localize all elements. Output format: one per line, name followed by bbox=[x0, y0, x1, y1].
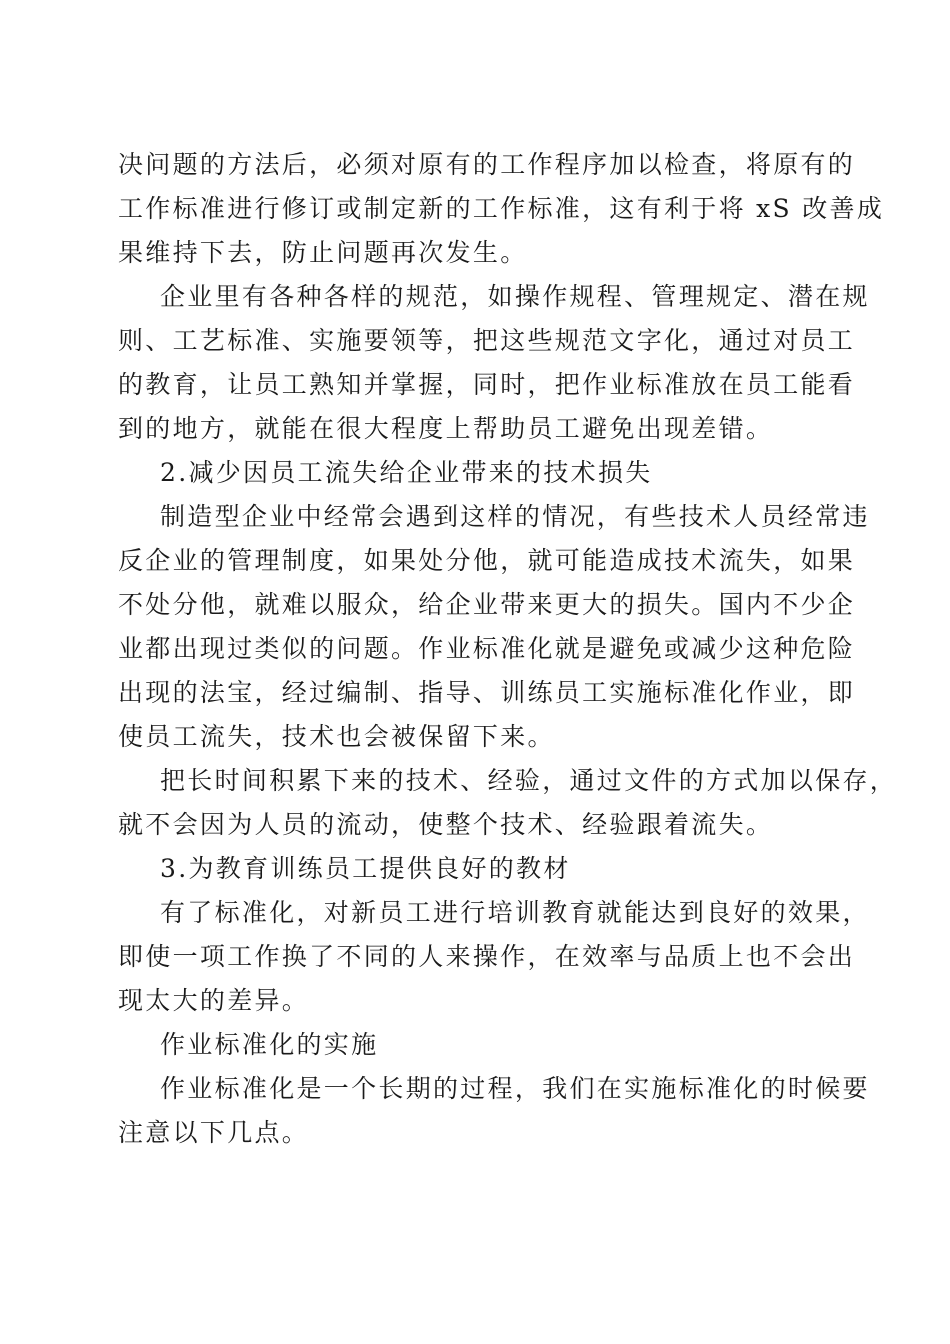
text-line: 使员工流失，技术也会被保留下来。 bbox=[118, 722, 555, 751]
text-line: 则、工艺标准、实施要领等，把这些规范文字化，通过对员工 bbox=[118, 326, 856, 355]
text-line: 有了标准化，对新员工进行培训教育就能达到良好的效果， bbox=[160, 898, 870, 927]
text-line: 反企业的管理制度，如果处分他，就可能造成技术流失，如果 bbox=[118, 546, 856, 575]
text-line: 业都出现过类似的问题。作业标准化就是避免或减少这种危险 bbox=[118, 634, 856, 663]
text-line: 现太大的差异。 bbox=[118, 986, 310, 1015]
text-line: 决问题的方法后，必须对原有的工作程序加以检查，将原有的 bbox=[118, 150, 856, 179]
text-line: 注意以下几点。 bbox=[118, 1118, 310, 1147]
text-line: 出现的法宝，经过编制、指导、训练员工实施标准化作业，即 bbox=[118, 678, 856, 707]
text-line: 企业里有各种各样的规范，如操作规程、管理规定、潜在规 bbox=[160, 282, 870, 311]
text-line: 就不会因为人员的流动，使整个技术、经验跟着流失。 bbox=[118, 810, 774, 839]
text-line: 到的地方，就能在很大程度上帮助员工避免出现差错。 bbox=[118, 414, 774, 443]
text-line: 的教育，让员工熟知并掌握，同时，把作业标准放在员工能看 bbox=[118, 370, 856, 399]
text-line: 即使一项工作换了不同的人来操作，在效率与品质上也不会出 bbox=[118, 942, 856, 971]
section-heading: 作业标准化的实施 bbox=[160, 1030, 379, 1059]
text-line: 制造型企业中经常会遇到这样的情况，有些技术人员经常违 bbox=[160, 502, 870, 531]
text-line: 不处分他，就难以服众，给企业带来更大的损失。国内不少企 bbox=[118, 590, 856, 619]
text-line: 果维持下去，防止问题再次发生。 bbox=[118, 238, 528, 267]
body-text bbox=[118, 143, 898, 1155]
text-line: 作业标准化是一个长期的过程，我们在实施标准化的时候要 bbox=[160, 1074, 870, 1103]
text-line: 工作标准进行修订或制定新的工作标准，这有利于将 xS 改善成 bbox=[118, 194, 885, 223]
text-line: 把长时间积累下来的技术、经验，通过文件的方式加以保存， bbox=[160, 766, 898, 795]
section-heading: 3.为教育训练员工提供良好的教材 bbox=[160, 854, 571, 883]
section-heading: 2.减少因员工流失给企业带来的技术损失 bbox=[160, 458, 653, 487]
